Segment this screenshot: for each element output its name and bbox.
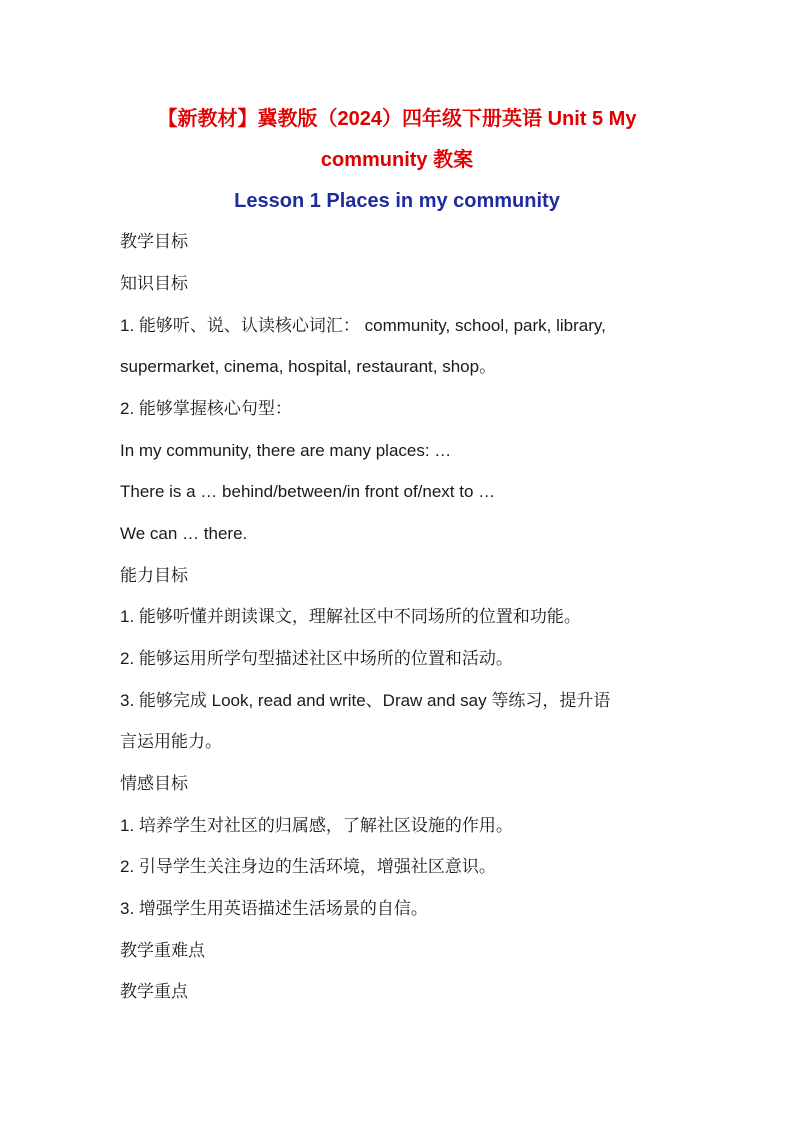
ability-goal-3-line-2: 言运用能力。 bbox=[120, 732, 222, 751]
ability-goal-1: 1. 能够听懂并朗读课文，理解社区中不同场所的位置和功能。 bbox=[120, 607, 581, 626]
section-heading-teaching-goals: 教学目标 bbox=[120, 232, 188, 251]
subsection-heading-emotion-goals: 情感目标 bbox=[120, 774, 188, 793]
section-heading-key-difficult-points: 教学重难点 bbox=[120, 941, 205, 960]
document-title-line-1: 【新教材】冀教版（2024）四年级下册英语 Unit 5 My bbox=[157, 108, 637, 130]
ability-goal-2: 2. 能够运用所学句型描述社区中场所的位置和活动。 bbox=[120, 649, 513, 668]
document-title-line-2: community 教案 bbox=[320, 149, 474, 171]
subsection-heading-ability-goals: 能力目标 bbox=[120, 566, 188, 585]
ability-goal-3-line-1: 3. 能够完成 Look, read and write、Draw and say 等练习，提升语 bbox=[120, 691, 611, 710]
emotion-goal-3: 3. 增强学生用英语描述生活场景的自信。 bbox=[120, 899, 428, 918]
sentence-pattern-3: We can … there. bbox=[120, 524, 248, 543]
knowledge-goal-1-line-2: supermarket, cinema, hospital, restaurant, shop。 bbox=[120, 357, 497, 376]
knowledge-goal-2: 2. 能够掌握核心句型： bbox=[120, 399, 292, 418]
sentence-pattern-2: There is a … behind/between/in front of/next to … bbox=[120, 482, 496, 501]
subsection-heading-knowledge-goals: 知识目标 bbox=[120, 274, 188, 293]
sentence-pattern-1: In my community, there are many places: … bbox=[120, 441, 452, 460]
emotion-goal-1: 1. 培养学生对社区的归属感，了解社区设施的作用。 bbox=[120, 816, 513, 835]
subsection-heading-key-points: 教学重点 bbox=[120, 982, 188, 1001]
knowledge-goal-1-line-1: 1. 能够听、说、认读核心词汇： community, school, park, library, bbox=[120, 316, 606, 335]
emotion-goal-2: 2. 引导学生关注身边的生活环境，增强社区意识。 bbox=[120, 857, 496, 876]
lesson-subtitle: Lesson 1 Places in my community bbox=[234, 190, 560, 212]
